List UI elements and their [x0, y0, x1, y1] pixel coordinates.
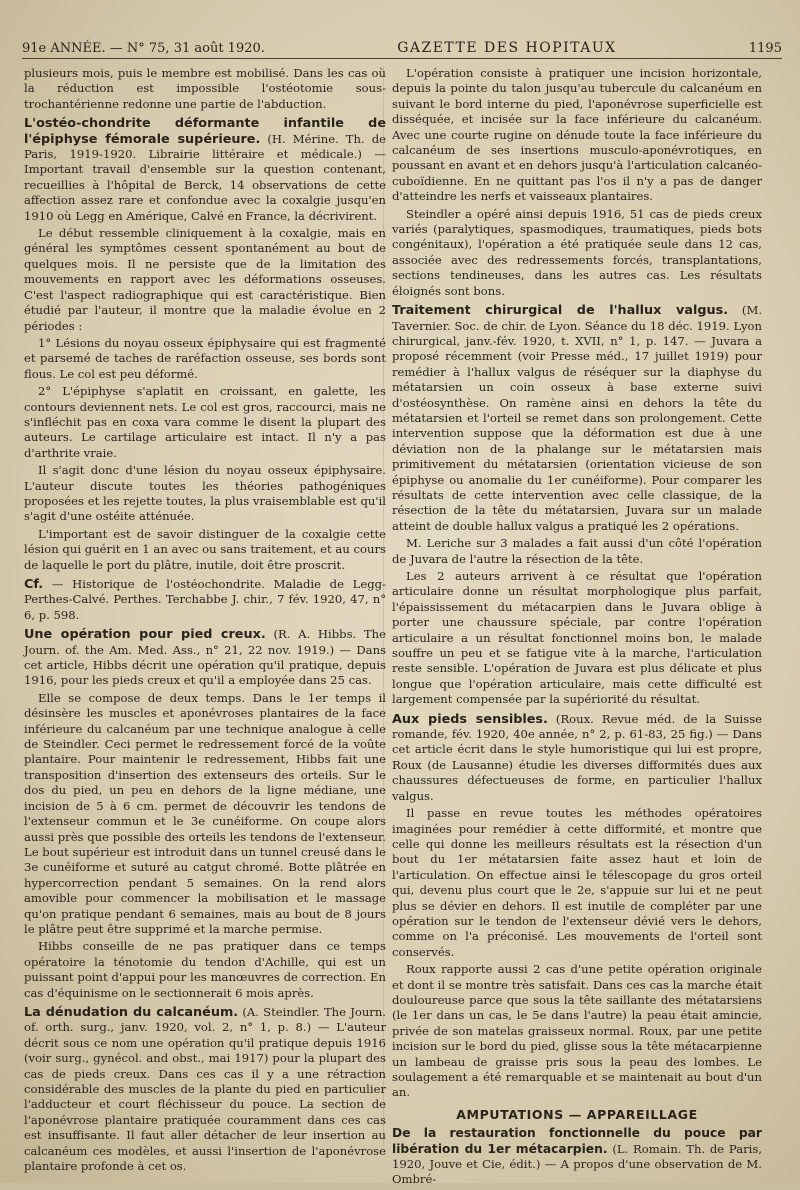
- article-title: Aux pieds sensibles.: [392, 711, 548, 727]
- page-number: 1195: [748, 41, 782, 56]
- article-reference: (A. Steindler. The Journ. of. orth. surg., janv. 1920, vol. 2, n° 1, p. 8.) — L'auteur décrit sous ce nom une opération qu'il pratique depuis 1916 (voir surg., gynécol. and obst., mai 1917) pour la plupart des cas de pieds creux. Dans ces cas il y a une rétraction considérable des muscles de la plante du pied en particulier l'adducteur et court fléchisseur du pouce. La section de l'aponévrose plantaire pratiquée couramment dans ces cas est insuffisante. Il faut aller détacher de leur insertion au calcanéum ces modèles, et aussi l'insertion de l'aponévrose plantaire profonde à cet os.: [24, 1004, 386, 1174]
- cf-label: Cf.: [24, 577, 44, 592]
- header-rule: [22, 58, 782, 59]
- article-title: Traitement chirurgical de l'hallux valgus.: [392, 303, 729, 319]
- journal-title: GAZETTE DES HOPITAUX: [397, 40, 617, 56]
- issue-info: 91e ANNÉE. — N° 75, 31 août 1920.: [22, 41, 265, 56]
- article-reference: (M. Tavernier. Soc. de chir. de Lyon. Séance du 18 déc. 1919. Lyon chirurgical, janv.-fév. 1920, t. XVII, n° 1, p. 147. — Juvara a proposé récemment (voir Presse méd., 17 juillet 1919) pour remédier à l'hallux valgus de réséquer sur la diaphyse du métatarsien un coin osseux à base externe suivi d'ostéosynthèse. On ramène ainsi en dehors la tête du métatarsien et l'orteil se remet dans son prolongement. Cette intervention suppose que la déformation est due à une déviation non de la phalange sur le métatarsien mais primitivement du métatarsien (orientation vicieuse de son épiphyse ou anomalie du 1er cunéiforme). Pour comparer les résultats de cette intervention avec celle classique, de la résection de la tête du métatarsien, Juvara sur un malade atteint de double hallux valgus a pratiqué les 2 opérations.: [392, 303, 763, 533]
- page-header: [22, 30, 782, 56]
- article-pouce: [392, 1126, 762, 1188]
- article-paragraph: Les 2 auteurs arrivent à ce résultat que l'opération articulaire donne un résultat morphologique plus parfait, l'épaississement du métacarpien dans le Juvara oblige à porter une chaussure spéciale, par contre l'opération articulaire a un résultat fonctionnel moins bon, le malade souffre un peu et se fatigue vite à la marche, l'articulation reste sensible. L'opération de Juvara est plus délicate et plus longue que l'opération articulaire, mais cette difficulté est largement compensée par la supériorité du résultat.: [392, 569, 762, 707]
- article-osteochondrite: [24, 116, 386, 224]
- cf-text: — Historique de l'ostéochondrite. Maladie de Legg-Perthes-Calvé. Perthes. Terchabbe J. chir., 7 fév. 1920, 47, n° 6, p. 598.: [24, 577, 386, 622]
- article-pied-creux: [24, 627, 386, 689]
- right-column: [392, 66, 762, 1190]
- article-paragraph: 2° L'épiphyse s'aplatit en croissant, en galette, les contours deviennent nets. Le col est gros, raccourci, mais ne s'infléchit pas en coxa vara comme le disent la plupart des auteurs. Le cartilage articulaire est intact. Il n'y a pas d'arthrite vraie.: [24, 384, 386, 460]
- left-column: [24, 66, 386, 1176]
- article-pieds-sensibles: [392, 712, 762, 804]
- cf-note: [24, 577, 386, 623]
- article-paragraph: Hibbs conseille de ne pas pratiquer dans ce temps opératoire la ténotomie du tendon d'Achille, qui est un puissant point d'appui pour les manœuvres de correction. En cas d'équinisme on le sectionnerait 6 mois après.: [24, 939, 386, 1000]
- article-paragraph: Il s'agit donc d'une lésion du noyau osseux épiphysaire. L'auteur discute toutes les théories pathogéniques proposées et les rejette toutes, la plus vraisemblable est qu'il s'agit d'une ostéite atténuée.: [24, 463, 386, 524]
- article-hallux-valgus: [392, 303, 762, 534]
- article-title: De la restauration fonctionnelle du pouce par libération du 1er métacarpien.: [392, 1126, 762, 1156]
- article-reference: (R. A. Hibbs. The Journ. of. the Am. Med. Ass., n° 21, 22 nov. 1919.) — Dans cet article, Hibbs décrit une opération qu'il pratique, depuis 1916, pour les pieds creux et qu'il a employée dans 25 cas.: [24, 627, 386, 688]
- article-paragraph: M. Leriche sur 3 malades a fait aussi d'un côté l'opération de Juvara de l'autre la résection de la tête.: [392, 536, 762, 566]
- article-title: L'ostéo-chondrite déformante infantile de l'épiphyse fémorale supérieure.: [24, 116, 386, 147]
- article-paragraph: L'important est de savoir distinguer de la coxalgie cette lésion qui guérit en 1 an avec ou sans traitement, et au cours de laquelle le port du plâtre, inutile, doit être proscrit.: [24, 526, 386, 572]
- article-paragraph: Le début ressemble cliniquement à la coxalgie, mais en général les symptômes cessent spontanément au bout de quelques mois. Il ne persiste que de la limitation des mouvements en rapport avec les déformations osseuses. C'est l'aspect radiographique qui est caractéristique. Bien étudié par l'auteur, il montre que la maladie évolue en 2 périodes :: [24, 226, 386, 333]
- continued-paragraph: plusieurs mois, puis le membre est mobilisé. Dans les cas où la réduction est impossible l'ostéotomie sous-trochantérienne redonne une partie de l'abduction.: [24, 66, 386, 111]
- section-heading: AMPUTATIONS — APPAREILLAGE: [456, 1106, 698, 1122]
- article-paragraph: Steindler a opéré ainsi depuis 1916, 51 cas de pieds creux variés (paralytiques, spasmodiques, traumatiques, pieds bots congénitaux), l'opération a été pratiquée seule dans 12 cas, associée avec des redressements forcés, transplantations, sections tendineuses, dans les autres cas. Les résultats éloignés sont bons.: [392, 206, 762, 298]
- article-paragraph: Elle se compose de deux temps. Dans le 1er temps il désinsère les muscles et aponévroses plantaires de la face inférieure du calcanéum par une technique analogue à celle de Steindler. Ceci permet le redressement forcé de la voûte plantaire. Pour maintenir le redressement, Hibbs fait une transposition d'insertion des extenseurs des orteils. Sur le dos du pied, un peu en dehors de la ligne médiane, une incision de 5 à 6 cm. permet de découvrir les tendons de l'extenseur commun et le 3e cunéiforme. On coupe alors aussi près que possible des orteils les tendons de l'extenseur. Le bout supérieur est introduit dans un tunnel creusé dans le 3e cunéiforme et suturé au catgut chromé. Botte plâtrée en hypercorrection pendant 5 semaines. On la rend alors amovible pour commencer la mobilisation et le massage qu'on pratique pendant 6 semaines, mais au bout de 8 jours le plâtre peut être supprimé et la marche permise.: [24, 690, 386, 936]
- article-reference: (Roux. Revue méd. de la Suisse romande, fév. 1920, 40e année, n° 2, p. 61-83, 25 fig.) — Dans cet article écrit dans le style humoristique qui lui est propre, Roux (de Lausanne) étudie les diverses difformités dues aux chaussures défectueuses de forme, en particulier l'hallux valgus.: [392, 711, 763, 803]
- article-title: Une opération pour pied creux.: [24, 627, 266, 643]
- article-paragraph: L'opération consiste à pratiquer une incision horizontale, depuis la pointe du talon jusqu'au tubercule du calcanéum en suivant le bord interne du pied, l'aponévrose superficielle est disséquée, et incisée sur la face inférieure du calcanéum. Avec une courte rugine on dénude toute la face inférieure du calcanéum de ses insertions musculo-aponévrotiques, en poussant en avant et en dehors jusqu'à l'articulation calcanéo-cuboïdienne. En ne quittant pas l'os il n'y a pas de danger d'atteindre les nerfs et vaisseaux plantaires.: [392, 66, 762, 204]
- article-denudation: [24, 1005, 386, 1174]
- article-reference: (L. Romain. Th. de Paris, 1920, Jouve et Cie, édit.) — A propos d'une observation de M. Ombré-: [392, 1141, 763, 1187]
- article-title: La dénudation du calcanéum.: [24, 1004, 239, 1020]
- article-paragraph: Il passe en revue toutes les méthodes opératoires imaginées pour remédier à cette difformité, et montre que celle qui donne les meilleurs résultats est la résection d'un bout du 1er métatarsien faite assez haut et loin de l'articulation. On effectue ainsi le télescopage du gros orteil qui, devenu plus court que le 2e, s'appuie sur lui et ne peut plus se dévier en dehors. Il est inutile de compléter par une opération sur le tendon de l'extenseur dévié vers le dehors, comme on l'a préconisé. Les mouvements de l'orteil sont conservés.: [392, 806, 762, 959]
- article-paragraph: Roux rapporte aussi 2 cas d'une petite opération originale et dont il se montre très satisfait. Dans ces cas la marche était douloureuse parce que sous la tête saillante des métatarsiens (le 1er dans un cas, le 5e dans l'autre) la peau était amincie, privée de son matelas graisseux normal. Roux, par une petite incision sur le bord du pied, glisse sous la tête métacarpienne un lambeau de graisse pris sous la peau des lombes. Le soulagement a été remarquable et se maintenait au bout d'un an.: [392, 962, 762, 1100]
- article-reference: (H. Mérine. Th. de Paris, 1919-1920. Librairie littéraire et médicale.) — Important travail d'ensemble sur la question contenant, recueillies à l'hôpital de Berck, 14 observations de cette affection assez rare et confondue avec la coxalgie jusqu'en 1910 où Legg en Amérique, Calvé en France, la décrivirent.: [24, 131, 387, 223]
- article-paragraph: 1° Lésions du noyau osseux épiphysaire qui est fragmenté et parsemé de taches de raréfaction osseuse, ses bords sont flous. Le col est peu déformé.: [24, 335, 386, 381]
